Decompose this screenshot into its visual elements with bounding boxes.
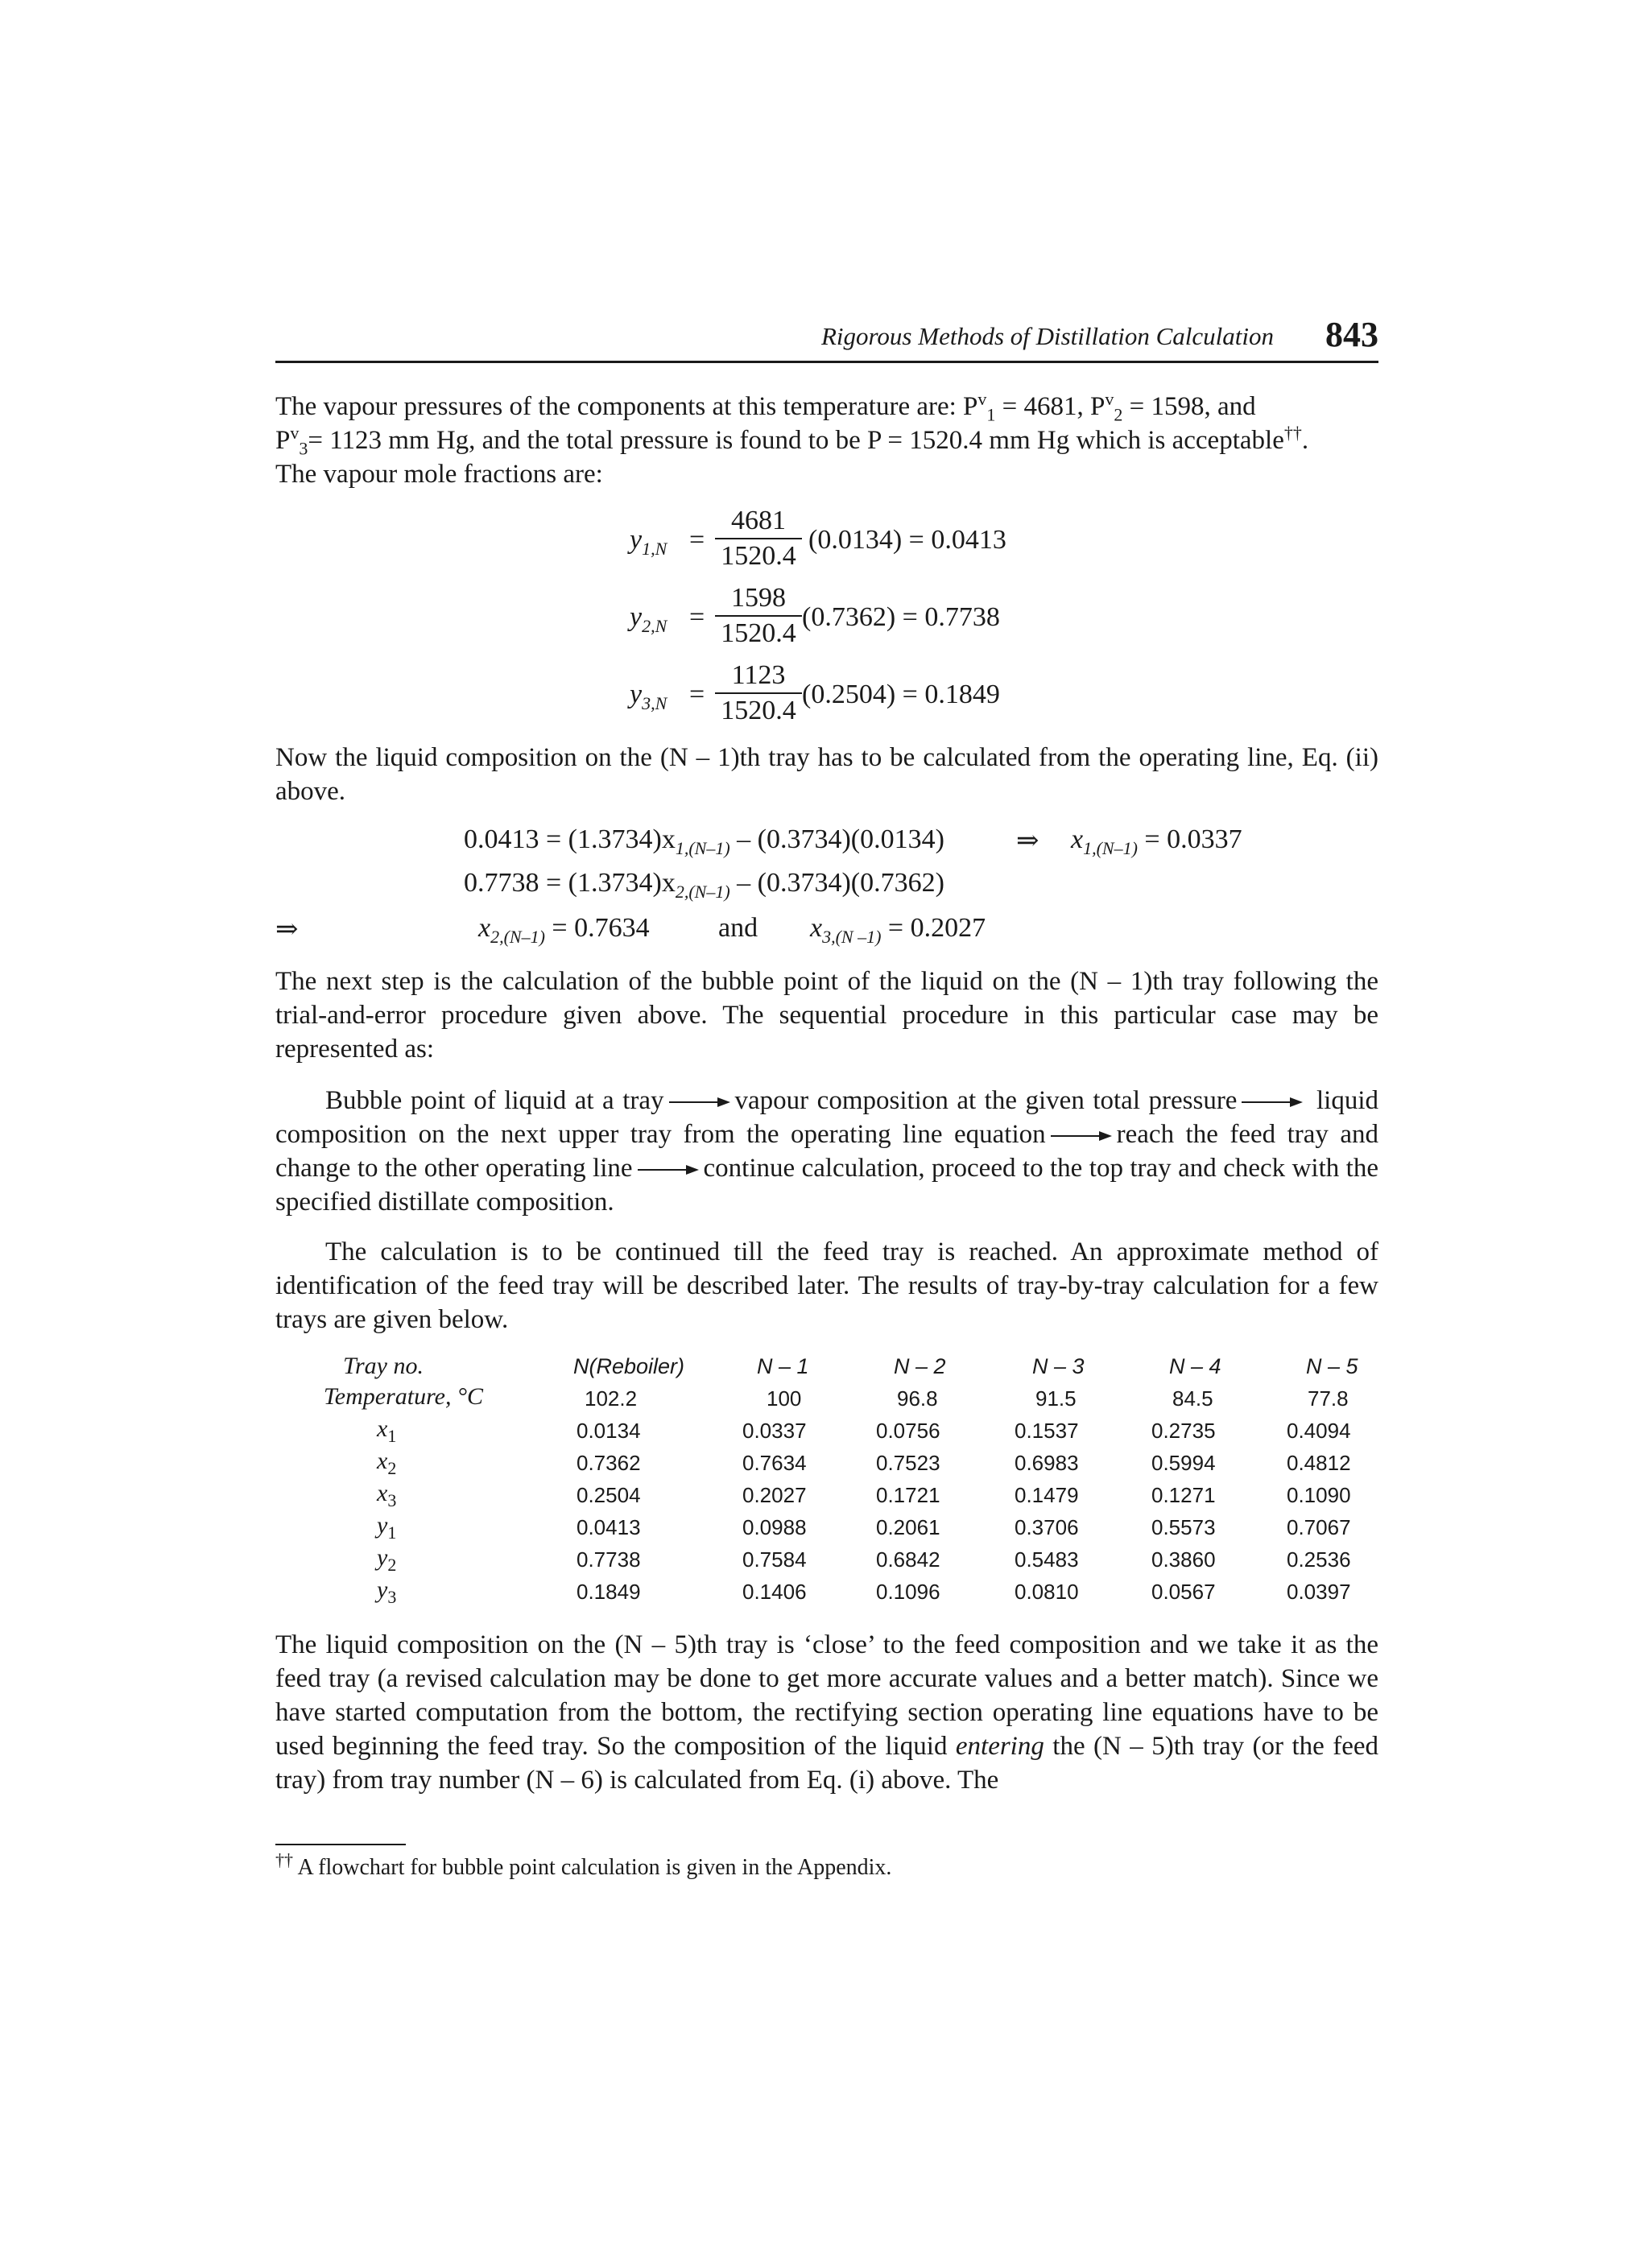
paragraph-vapour-pressures	[275, 390, 1378, 491]
table-temp-label: Temperature, °C	[323, 1383, 483, 1410]
table-cell: 0.1479	[1015, 1483, 1079, 1507]
eq-lhs: $y_{1,N}$	[630, 525, 667, 559]
row-label: $y_2$	[377, 1544, 397, 1575]
eq-rhs: (0.2504) = 0.1849	[802, 680, 1000, 709]
text: reach the feed tray and change to the other operating line	[275, 1120, 1379, 1183]
fraction: $\frac{1123}{1520.4}$	[715, 660, 802, 726]
table-cell: 0.1849	[577, 1580, 641, 1604]
table-cell: 0.4094	[1287, 1419, 1351, 1443]
text: the (N – 5)th tray (or the feed tray) from tray number (N – 6) is calculated from Eq. (i) above. The	[275, 1732, 1378, 1795]
text: continue calculation, proceed to the top tray and check with the specified distillate composition.	[275, 1154, 1378, 1217]
table-head-label: Tray no.	[342, 1353, 424, 1379]
paragraph-feed-tray	[275, 1628, 1378, 1797]
table-cell: 0.1537	[1015, 1419, 1079, 1443]
arrow-right-icon	[638, 1165, 699, 1175]
text: = 1123 mm Hg, and the total pressure is found to be P = 1520.4 mm Hg which is acceptable	[308, 426, 1284, 455]
paragraph-next-step: The next step is the calculation of the bubble point of the liquid on the (N – 1)th tray following the trial-and-error procedure given above. The sequential procedure in this particular case may be represented as:	[275, 967, 1378, 1064]
text: = 4681, P	[995, 392, 1106, 421]
superscript: v	[290, 423, 300, 443]
table-cell: 0.0397	[1287, 1580, 1351, 1604]
subscript: 1	[986, 404, 996, 425]
col-head: N – 4	[1169, 1354, 1221, 1378]
superscript: v	[1105, 389, 1114, 409]
table-cell: 0.7584	[742, 1547, 807, 1572]
eq-row-2: $0.7738 = (1.3734)x_{2,(N-1)} - (0.3734)(0.7362)$	[464, 868, 944, 902]
eq-sign: =	[689, 525, 705, 555]
eq-sign: =	[689, 680, 705, 709]
page-number: 843	[1325, 315, 1378, 354]
table-cell: 0.5573	[1151, 1515, 1216, 1539]
footnote	[275, 1849, 892, 1881]
table-cell: 0.7634	[742, 1451, 807, 1475]
table-cell: 0.5483	[1015, 1547, 1079, 1572]
row-label: $y_3$	[377, 1576, 397, 1607]
eq-lhs: $y_{2,N}$	[630, 602, 667, 636]
eq-row-3-result: $x_{3,(N -1)} = 0.2027$	[810, 913, 986, 947]
col-head: N – 1	[757, 1354, 809, 1378]
eq-rhs: (0.0134) = 0.0413	[808, 525, 1006, 555]
table-cell: 0.0337	[742, 1419, 807, 1443]
table-cell: 0.0134	[577, 1419, 641, 1443]
emphasis: entering	[955, 1732, 1044, 1761]
fraction: $\frac{4681}{1520.4}$	[715, 506, 802, 572]
running-title: Rigorous Methods of Distillation Calculation	[820, 322, 1274, 350]
eq-lhs: $y_{3,N}$	[630, 680, 667, 713]
arrow-right-icon	[1242, 1097, 1303, 1107]
col-head: N – 5	[1306, 1354, 1358, 1378]
paragraph-continue: The calculation is to be continued till the feed tray is reached. An approximate method of identification of the feed tray will be described later. The results of tray-by-tray calculation for a few trays are given below.	[275, 1237, 1378, 1334]
table-cell: 0.0988	[742, 1515, 807, 1539]
table-cell: 0.1271	[1151, 1483, 1216, 1507]
eq-row-3: $x_{2,(N-1)} = 0.7634$	[478, 913, 650, 947]
implies-symbol: ⇒	[275, 915, 299, 944]
table-cell: 0.2536	[1287, 1547, 1351, 1572]
table-cell: 0.4812	[1287, 1451, 1351, 1475]
row-label: $x_1$	[377, 1415, 397, 1446]
paragraph-sequence	[275, 1084, 1378, 1219]
col-head: N(Reboiler)	[573, 1354, 685, 1378]
table-cell: 84.5	[1172, 1386, 1213, 1411]
table-cell: 0.2504	[577, 1483, 641, 1507]
text: The vapour mole fractions are:	[275, 460, 603, 489]
table-cell: 0.1721	[876, 1483, 940, 1507]
implies-symbol: ⇒	[1016, 826, 1039, 856]
table-cell: 77.8	[1308, 1386, 1349, 1411]
table-cell: 0.5994	[1151, 1451, 1216, 1475]
running-header	[275, 315, 1378, 363]
table-cell: 91.5	[1035, 1386, 1077, 1411]
table-cell: 0.7362	[577, 1451, 641, 1475]
table-cell: 0.7523	[876, 1451, 940, 1475]
text: Bubble point of liquid at a tray	[325, 1086, 664, 1115]
text: = 1598, and	[1122, 392, 1256, 421]
table-cell: 0.7067	[1287, 1515, 1351, 1539]
subscript: 3	[299, 438, 308, 459]
eq-rhs: (0.7362) = 0.7738	[802, 602, 1000, 632]
eq-row-1-result: $x_{1,(N-1)} = 0.0337$	[1071, 824, 1242, 858]
eq-row-1: $0.0413 = (1.3734)x_{1,(N-1)} - (0.3734)(0.0134)$	[464, 824, 944, 858]
table-cell: 0.2027	[742, 1483, 807, 1507]
row-label: $x_3$	[377, 1480, 397, 1510]
table-cell: 0.2735	[1151, 1419, 1216, 1443]
text: vapour composition at the given total pressure	[734, 1086, 1238, 1115]
table-cell: 0.6983	[1015, 1451, 1079, 1475]
text: The liquid composition on the (N – 5)th tray is ‘close’ to the feed composition and we take it as the feed tray (a revised calculation may be done to get more accurate values and a better match). Since we have started computation from the bottom, the rectifying section operating line equations have to be used beginning the feed tray. So the composition of the liquid	[275, 1630, 1378, 1761]
table-cell: 0.0756	[876, 1419, 940, 1443]
col-head: N – 3	[1032, 1354, 1085, 1378]
text: liquid composition on the next upper tray from the operating line equation	[275, 1086, 1378, 1149]
subscript: 2	[1114, 404, 1123, 425]
table-cell: 0.7738	[577, 1547, 641, 1572]
text: P	[275, 426, 291, 455]
superscript: v	[977, 389, 987, 409]
footnote-rule	[275, 1844, 406, 1845]
row-label: $y_1$	[377, 1512, 397, 1543]
table-cell: 0.0567	[1151, 1580, 1216, 1604]
table-cell: 0.1096	[876, 1580, 940, 1604]
table-cell: 100	[767, 1386, 802, 1411]
table-cell: 96.8	[897, 1386, 938, 1411]
table-cell: 0.3706	[1015, 1515, 1079, 1539]
table-cell: 0.2061	[876, 1515, 940, 1539]
paragraph-liquid-composition: Now the liquid composition on the (N – 1)th tray has to be calculated from the operating line, Eq. (ii) above.	[275, 743, 1378, 806]
table-cell: 0.1406	[742, 1580, 807, 1604]
table-cell: 0.3860	[1151, 1547, 1216, 1572]
text: The vapour pressures of the components at this temperature are: P	[275, 392, 978, 421]
table-cell: 102.2	[585, 1386, 638, 1411]
arrow-right-icon	[669, 1097, 730, 1107]
fraction: $\frac{1598}{1520.4}$	[715, 583, 802, 649]
table-cell: 0.0810	[1015, 1580, 1079, 1604]
footnote-marker: ††	[1283, 423, 1302, 443]
footnote-text: A flowchart for bubble point calculation is given in the Appendix.	[293, 1855, 892, 1880]
footnote-marker: ††	[275, 1849, 293, 1870]
table-cell: 0.0413	[577, 1515, 641, 1539]
table-cell: 0.6842	[876, 1547, 940, 1572]
table-cell: 0.1090	[1287, 1483, 1351, 1507]
col-head: N – 2	[894, 1354, 946, 1378]
and-word: and	[718, 913, 758, 943]
row-label: $x_2$	[377, 1448, 397, 1478]
arrow-right-icon	[1051, 1131, 1112, 1141]
eq-sign: =	[689, 602, 705, 632]
text: .	[1301, 426, 1309, 455]
